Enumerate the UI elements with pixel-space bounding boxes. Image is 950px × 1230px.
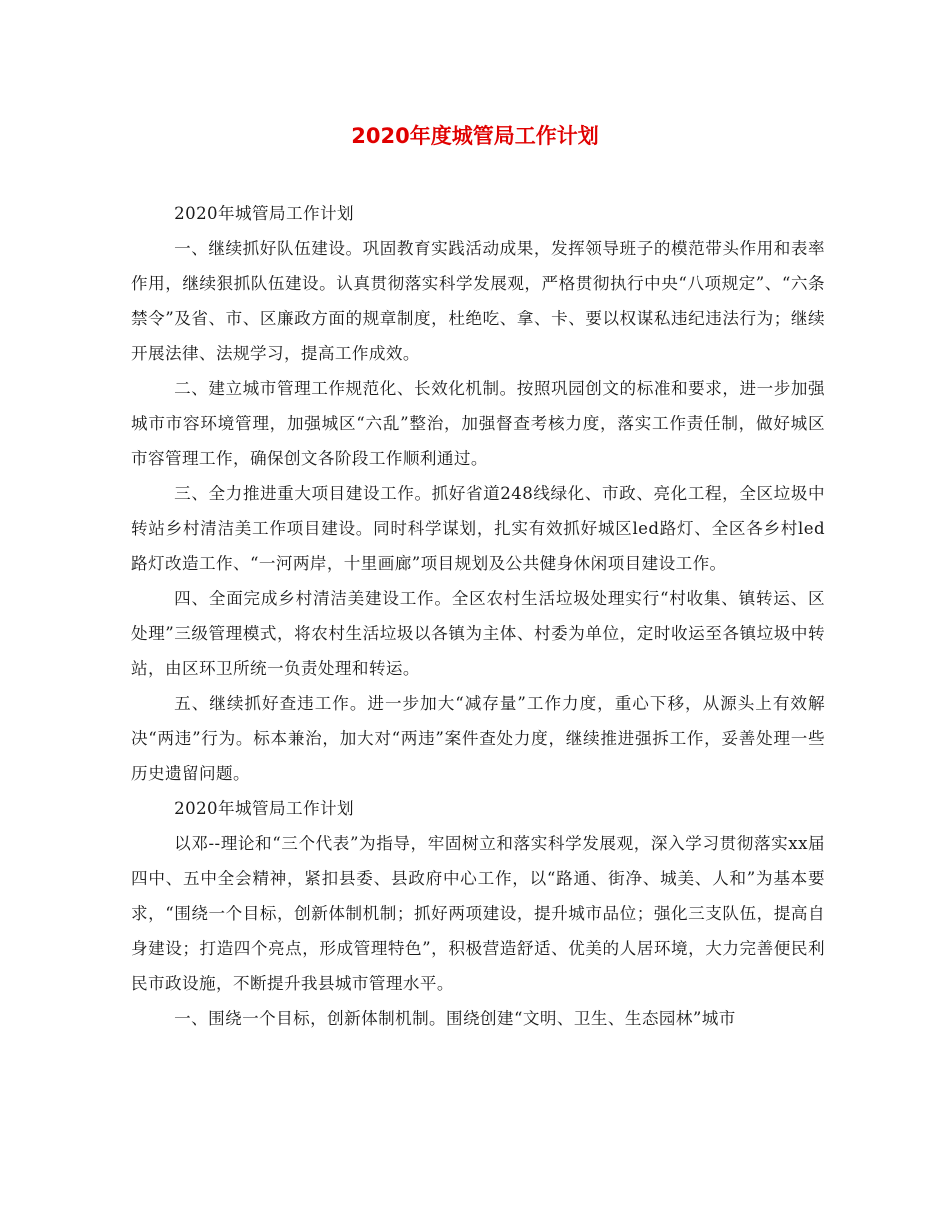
document-body xyxy=(131,196,825,1036)
paragraph: 一、继续抓好队伍建设。巩固教育实践活动成果，发挥领导班子的模范带头作用和表率作用，继续狠抓队伍建设。认真贯彻落实科学发展观，严格贯彻执行中央“八项规定”、“六条禁令”及省、市、区廉政方面的规章制度，杜绝吃、拿、卡、要以权谋私违纪违法行为；继续开展法律、法规学习，提高工作成效。 xyxy=(131,239,825,363)
paragraph: 三、全力推进重大项目建设工作。抓好省道248线绿化、市政、亮化工程，全区垃圾中转站乡村清洁美工作项目建设。同时科学谋划，扎实有效抓好城区led路灯、全区各乡村led路灯改造工作、“一河两岸，十里画廊”项目规划及公共健身休闲项目建设工作。 xyxy=(131,484,825,573)
document-title: 2020年度城管局工作计划 xyxy=(351,124,599,148)
paragraph: 2020年城管局工作计划 xyxy=(174,204,354,223)
paragraph: 一、围绕一个目标，创新体制机制。围绕创建“文明、卫生、生态园林”城市 xyxy=(174,1009,736,1028)
paragraph: 二、建立城市管理工作规范化、长效化机制。按照巩园创文的标准和要求，进一步加强城市市容环境管理，加强城区“六乱”整治，加强督查考核力度，落实工作责任制，做好城区市容管理工作，确保创文各阶段工作顺利通过。 xyxy=(131,379,825,468)
paragraph: 五、继续抓好查违工作。进一步加大“减存量”工作力度，重心下移，从源头上有效解决“两违”行为。标本兼治，加大对“两违”案件查处力度，继续推进强拆工作，妥善处理一些历史遗留问题。 xyxy=(131,694,825,783)
paragraph: 以邓--理论和“三个代表”为指导，牢固树立和落实科学发展观，深入学习贯彻落实xx届四中、五中全会精神，紧扣县委、县政府中心工作，以“路通、街净、城美、人和”为基本要求，“围绕一个目标，创新体制机制；抓好两项建设，提升城市品位；强化三支队伍，提高自身建设；打造四个亮点，形成管理特色”，积极营造舒适、优美的人居环境，大力完善便民利民市政设施，不断提升我县城市管理水平。 xyxy=(131,834,825,993)
paragraph: 2020年城管局工作计划 xyxy=(174,799,354,818)
paragraph: 四、全面完成乡村清洁美建设工作。全区农村生活垃圾处理实行“村收集、镇转运、区处理”三级管理模式，将农村生活垃圾以各镇为主体、村委为单位，定时收运至各镇垃圾中转站，由区环卫所统一负责处理和转运。 xyxy=(131,589,825,678)
